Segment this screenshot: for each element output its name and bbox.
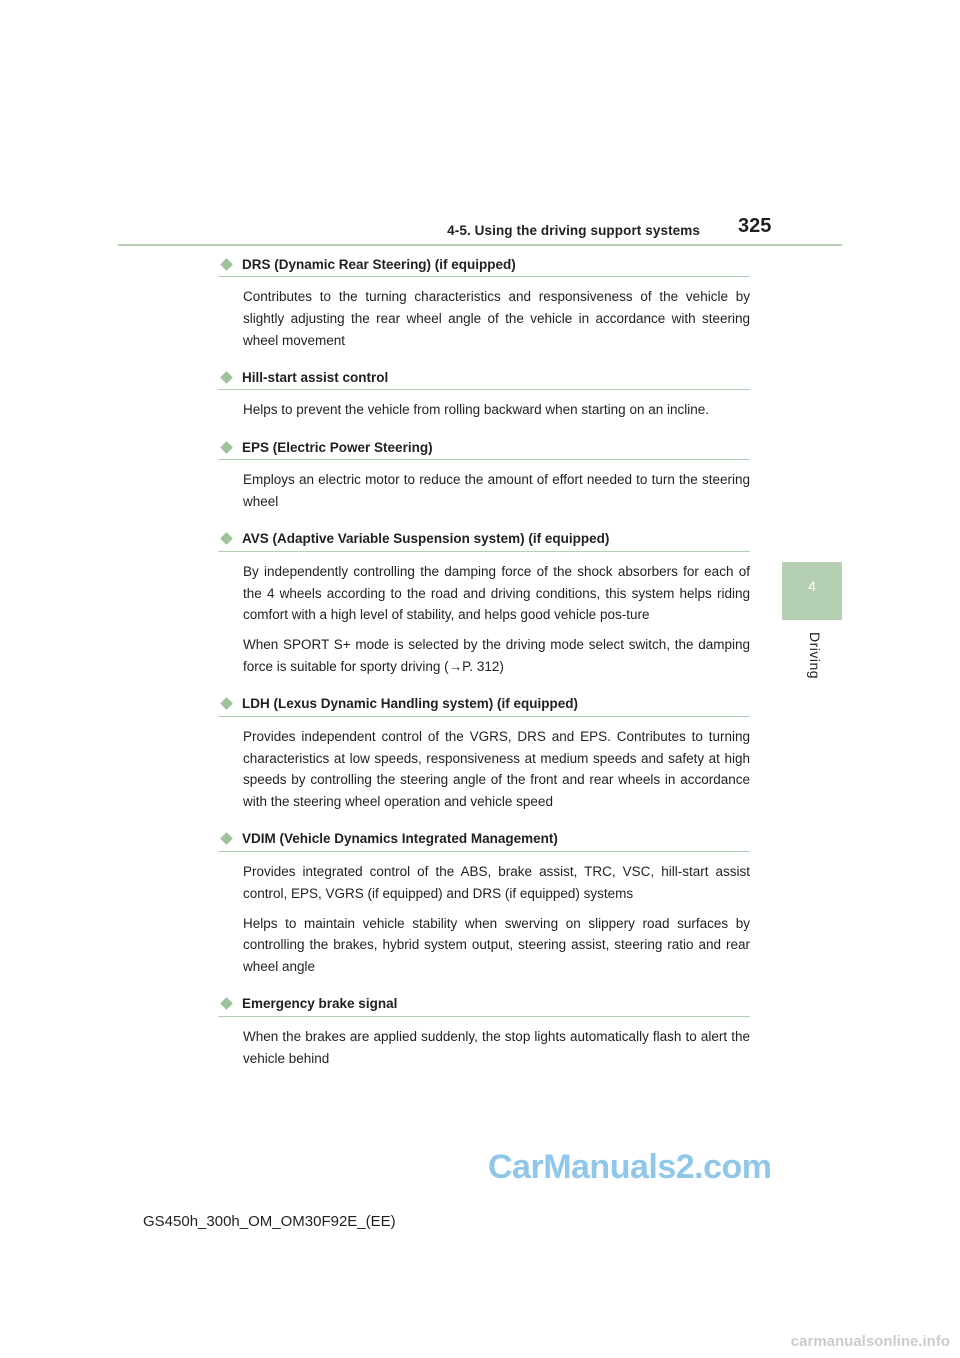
feature-heading [218, 435, 750, 460]
feature-title: AVS (Adaptive Variable Suspension system) (if equipped) [242, 531, 610, 547]
main-content [218, 252, 750, 1084]
feature-description: Helps to prevent the vehicle from rolling backward when starting on an incline. [243, 402, 709, 418]
chapter-tab[interactable] [782, 562, 842, 620]
model-code: GS450h_300h_OM_OM30F92E_(EE) [143, 1213, 396, 1230]
feature-title: Emergency brake signal [242, 996, 398, 1012]
diamond-bullet-icon [220, 441, 233, 454]
feature-description: Employs an electric motor to reduce the amount of effort needed to turn the steering wheel [243, 472, 750, 509]
feature-description: Provides independent control of the VGRS, DRS and EPS. Contributes to turning characteristics at low speeds, responsiveness at medium speeds and safety at high speeds by controlling the steering angle of the front and rear wheels in accordance with the steering wheel operation and vehicle speed [243, 728, 750, 810]
diamond-bullet-icon [220, 998, 233, 1011]
feature-heading [218, 527, 750, 552]
page-header [0, 215, 960, 245]
feature-section [218, 992, 750, 1070]
feature-title: DRS (Dynamic Rear Steering) (if equipped) [242, 256, 516, 272]
feature-description: When SPORT S+ mode is selected by the driving mode select switch, the damping force is suitable for sporty driving (→P. 312) [243, 637, 750, 674]
feature-section [218, 827, 750, 978]
feature-description: Contributes to the turning characteristics and responsiveness of the vehicle by slightly adjusting the rear wheel angle of the vehicle in accordance with steering wheel movement [243, 289, 750, 348]
diamond-bullet-icon [220, 697, 233, 710]
feature-section [218, 527, 750, 678]
diamond-bullet-icon [220, 833, 233, 846]
feature-section [218, 692, 750, 813]
feature-section [218, 252, 750, 351]
feature-heading [218, 365, 750, 390]
feature-heading [218, 992, 750, 1017]
feature-description: Helps to maintain vehicle stability when swerving on slippery road surfaces by controlling the brakes, hybrid system output, steering assist, steering ratio and rear wheel angle [243, 915, 750, 975]
feature-title: VDIM (Vehicle Dynamics Integrated Management) [242, 831, 558, 847]
feature-description: Provides integrated control of the ABS, brake assist, TRC, VSC, hill-start assist control, EPS, VGRS (if equipped) and DRS (if equipped) systems [243, 863, 750, 901]
feature-description: By independently controlling the damping force of the shock absorbers for each of the 4 wheels according to the road and driving conditions, this system helps riding comfort with a high level of stability, and helps good vehicle pos-ture [243, 563, 750, 623]
section-title: 4-5. Using the driving support systems [447, 223, 700, 238]
site-footer[interactable]: carmanualsonline.info [790, 1333, 950, 1350]
diamond-bullet-icon [220, 371, 233, 384]
header-divider [118, 244, 842, 246]
chapter-label: Driving [807, 632, 823, 680]
chapter-number: 4 [808, 578, 816, 594]
feature-heading [218, 692, 750, 717]
diamond-bullet-icon [220, 532, 233, 545]
feature-section [218, 435, 750, 513]
feature-title: EPS (Electric Power Steering) [242, 439, 433, 455]
feature-heading [218, 827, 750, 852]
feature-description: When the brakes are applied suddenly, the stop lights automatically flash to alert the vehicle behind [243, 1028, 750, 1066]
feature-heading [218, 252, 750, 277]
watermark-logo[interactable]: CarManuals2.com [488, 1148, 772, 1186]
page-number: 325 [738, 215, 772, 237]
feature-title: LDH (Lexus Dynamic Handling system) (if equipped) [242, 696, 579, 712]
feature-title: Hill-start assist control [242, 369, 389, 385]
diamond-bullet-icon [220, 258, 233, 271]
feature-section [218, 365, 750, 421]
